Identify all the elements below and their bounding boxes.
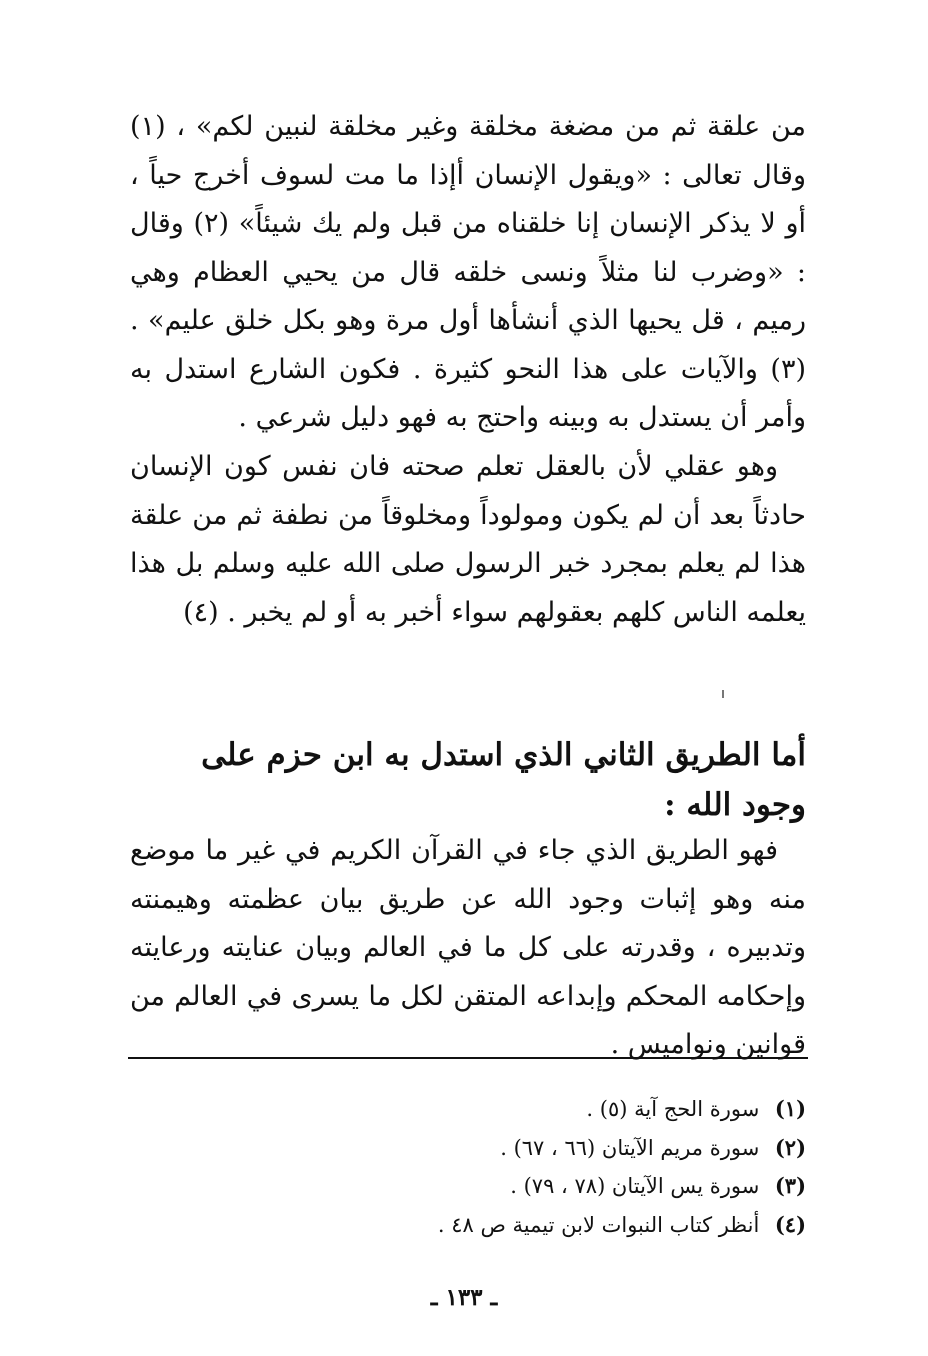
paragraph-quranic-verses: من علقة ثم من مضغة مخلقة وغير مخلقة لنبين لكم» ، (١) وقال تعالى : «ويقول الإنسان أإذا ما مت لسوف أخرج حياً ، أو لا يذكر الإنسان إنا خلقناه من قبل ولم يك شيئاً» (٢) وقال : «وضرب لنا مثلاً ونسى خلقه قال من يحيي العظام وهي رميم ، قل يحيها الذي أنشأها أول مرة وهو بكل خلق عليم» . (٣) والآيات على هذا النحو كثيرة . فكون الشارع استدل به وأمر أن يستدل به وبينه واحتج به فهو دليل شرعي . bbox=[130, 111, 807, 433]
footnotes-list bbox=[130, 1090, 806, 1244]
footnote-divider bbox=[128, 1057, 808, 1059]
footnote-text: أنظر كتاب النبوات لابن تيمية ص ٤٨ . bbox=[437, 1212, 760, 1237]
footnote-text: سورة مريم الآيتان (٦٦ ، ٦٧) . bbox=[500, 1135, 760, 1160]
print-speck bbox=[722, 690, 724, 698]
paragraph-rational-evidence: وهو عقلي لأن بالعقل تعلم صحته فان نفس كون الإنسان حادثاً بعد أن لم يكون ومولوداً ومخلوقاً من نطفة ثم من علقة هذا لم يعلم بمجرد خبر الرسول صلى الله عليه وسلم بل هذا يعلمه الناس كلهم بعقولهم سواء أخبر به أو لم يخبر . (٤) bbox=[130, 451, 806, 628]
section-heading: أما الطريق الثاني الذي استدل به ابن حزم على وجود الله : bbox=[201, 737, 806, 823]
footnote-number: (٣) bbox=[774, 1173, 806, 1198]
footnote-number: (١) bbox=[774, 1096, 806, 1121]
paragraph-second-method: فهو الطريق الذي جاء في القرآن الكريم في غير ما موضع منه وهو إثبات وجود الله عن طريق بيان عظمته وهيمنته وتدبيره ، وقدرته على كل ما في العالم وبيان عنايته ورعايته وإحكامه المحكم وإبداعه المتقن لكل ما يسرى في العالم من قوانين ونواميس . bbox=[130, 835, 806, 1060]
footnote-text: سورة يس الآيتان (٧٨ ، ٧٩) . bbox=[510, 1174, 760, 1198]
footnote-item bbox=[130, 1090, 806, 1129]
footnote-number: (٤) bbox=[774, 1211, 806, 1237]
footnote-text: سورة الحج آية (٥) . bbox=[586, 1097, 760, 1121]
footnote-number: (٢) bbox=[774, 1134, 806, 1160]
footnote-item bbox=[130, 1129, 806, 1168]
footnote-item bbox=[130, 1167, 806, 1206]
page-number: ـ ١٣٣ ـ bbox=[430, 1284, 498, 1311]
footnote-item bbox=[130, 1206, 806, 1245]
